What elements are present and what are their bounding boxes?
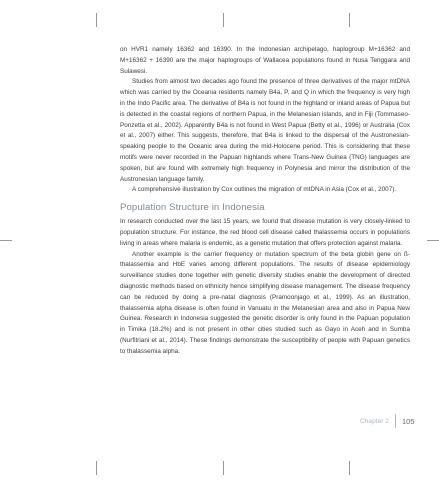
crop-mark-bottom-center bbox=[223, 461, 224, 475]
crop-mark-right-middle bbox=[427, 240, 439, 241]
paragraph-hvr1: on HVR1 namely 16362 and 16390. In the Indonesian archipelago, haplogroup M+16362 and M+16362 + 16390 are the major haplogroups of Wallacea populations found in Nusa Tenggara and Sulawesi. bbox=[120, 46, 410, 75]
paragraph-cox-illustration: A comprehensive illustration by Cox outlines the migration of mtDNA in Asia (Cox et al., 2007). bbox=[132, 186, 397, 194]
chapter-label: Chapter 2 bbox=[360, 417, 389, 425]
crop-mark-top-center bbox=[223, 13, 224, 27]
crop-mark-top-left-h bbox=[96, 13, 97, 27]
crop-mark-bottom-left bbox=[96, 461, 97, 475]
page-number: 105 bbox=[401, 416, 415, 426]
footer-divider bbox=[395, 414, 396, 428]
crop-mark-bottom-right bbox=[349, 461, 350, 475]
section-heading: Population Structure in Indonesia bbox=[120, 202, 265, 214]
page-body bbox=[120, 45, 410, 358]
paragraph-beta-globin: Another example is the carrier frequency or mutation spectrum of the beta globin gene on ß-thalassemia and HbE varies among different populations. The results of disease epidemiology surveillance studies done together with genetic diversity studies enable the development of directed diagnostic methods based on ethnicity hence simplifying disease management. The disease frequency can be reduced by doing a pre-natal diagnosis (Pramoonjago et al., 1999). As an illustration, thalassemia alpha disease is often found in Vanuatu in the Melanesian area and also in Papua New Guinea. Research in Indonesia suggested the genetic disorder is only found in the Papuan population in Timika (18.2%) and is not present in other cities studied such as Gayo in Aceh and in Sumba (Nurfitriani et al., 2014). These findings demonstrate the susceptibility of people with Papuan genetics to thalassemia alpha. bbox=[120, 250, 410, 355]
crop-mark-left-middle bbox=[0, 240, 12, 241]
paragraph-mtdna-derivatives: Studies from almost two decades ago found the presence of three derivatives of the major mtDNA which was carried by the Oceania residents namely B4a, P, and Q in which the frequency is very high in the Indo Pacific area. The derivative of B4a is not found in the highland or inland areas of Papua but is detected in the coastal regions of northern Papua, in the Melanesian islands, and in Fiji (Tommaseo-Ponzetta et al., 2002). Apparently B4a is not found in West Papua (Betty et al., 1996) or Australia (Cox et al., 2007) either. This suggests, therefore, that B4a is linked to the dispersal of the Austronesian-speaking people to the Oceanic area during the mid-Holocene period. This is considering that these motifs were never recorded in the Papuan highlands where Trans-New Guinea (TNG) languages are spoken, but are found with extremely high frequency in Polynesia and mirror the distribution of the Austronesian language family. bbox=[120, 78, 410, 183]
paragraph-disease-mutation: In research conducted over the last 15 years, we found that disease mutation is very closely-linked to population structure. For instance, the red blood cell disease called thalassemia occurs in populations living in areas where malaria is endemic, as a genetic mutation that offers protection against malaria. bbox=[120, 218, 410, 247]
crop-mark-top-right bbox=[349, 13, 350, 27]
page-footer bbox=[360, 413, 414, 429]
